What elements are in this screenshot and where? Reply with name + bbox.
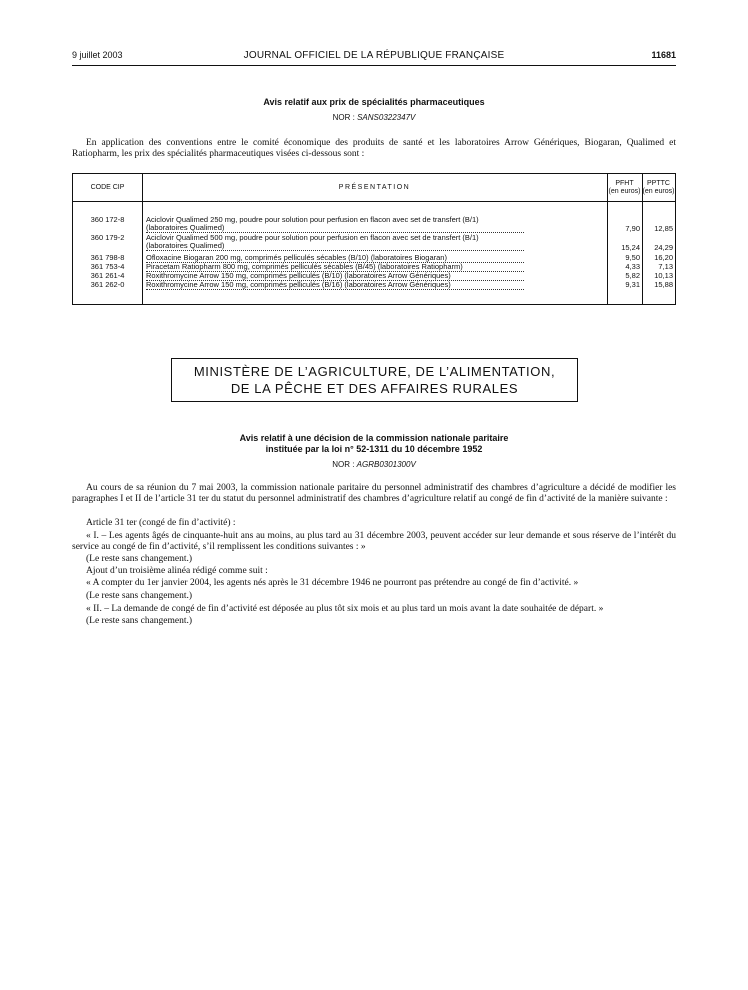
- section2-paragraph: Ajout d’un troisième alinéa rédigé comme suit :: [86, 566, 268, 576]
- ministry-line2: DE LA PÊCHE ET DES AFFAIRES RURALES: [230, 381, 519, 396]
- ministry-line1: MINISTÈRE DE L’AGRICULTURE, DE L’ALIMENTATION,: [193, 364, 556, 379]
- presentation-continuation: (laboratoires Qualimed): [146, 242, 524, 251]
- presentation-continuation: (laboratoires Qualimed): [146, 224, 524, 233]
- section2-note: (Le reste sans changement.): [86, 591, 193, 601]
- table-cell-code: 360 172-8: [90, 215, 125, 224]
- nor-label: NOR :: [332, 460, 357, 469]
- journal-title: JOURNAL OFFICIEL DE LA RÉPUBLIQUE FRANÇAISE: [243, 50, 505, 61]
- table-cell-presentation: Aciclovir Qualimed 500 mg, poudre pour solution pour perfusion en flacon avec set de transfert (B/1): [146, 234, 479, 242]
- table-cell-presentation: [146, 254, 526, 263]
- presentation-text: Ofloxacine Biogaran 200 mg, comprimés pelliculés sécables (B/10) (laboratoires Biogaran): [146, 254, 524, 263]
- section2-article: Article 31 ter (congé de fin d’activité) :: [86, 518, 236, 528]
- table-cell-ppttc: 12,85: [654, 224, 673, 233]
- table-cell-code: 361 753-4: [90, 262, 125, 271]
- nor-code: SANS0322347V: [357, 113, 416, 122]
- table-cell-ppttc: 24,29: [654, 243, 673, 252]
- section2-paragraph: « I. – Les agents âgés de cinquante-huit ans au moins, au plus tard au 31 décembre 2003, peuvent accéder sur leur demande et sous réserve de l’intérêt du service au congé de fin d’activité, s’il remplissent les conditions suivantes : »: [72, 531, 676, 552]
- price-table: [72, 173, 676, 305]
- section1-intro: En application des conventions entre le comité économique des produits de santé et les laboratoires Arrow Génériques, Biogaran, Qualimed et Ratiopharm, les prix des spécialités pharmaceutiques visées ci-dessous sont :: [72, 138, 676, 159]
- table-cell-code: 361 261-4: [90, 271, 125, 280]
- section2-nor: [72, 460, 676, 469]
- table-cell-pfht: 7,90: [625, 224, 640, 233]
- table-cell-ppttc: 10,13: [654, 271, 673, 280]
- header-pfht-unit: (en euros): [608, 187, 641, 195]
- table-cell-pfht: 9,50: [625, 253, 640, 262]
- table-cell-pfht: 4,33: [625, 262, 640, 271]
- table-cell-code: 360 179-2: [90, 233, 125, 242]
- table-cell-presentation: [146, 281, 526, 290]
- table-cell-presentation: [146, 272, 526, 281]
- page-header: [72, 50, 676, 64]
- table-cell-presentation: [146, 263, 526, 272]
- nor-label: NOR :: [332, 113, 358, 122]
- table-cell-ppttc: 15,88: [654, 280, 673, 289]
- header-pfht-label: PFHT: [615, 179, 634, 187]
- table-cell-ppttc: 16,20: [654, 253, 673, 262]
- table-cell-pfht: 15,24: [621, 243, 640, 252]
- section2-title-line1: Avis relatif à une décision de la commission nationale paritaire: [239, 433, 509, 443]
- header-ppttc-label: PPTTC: [647, 179, 670, 187]
- section2-note: (Le reste sans changement.): [86, 554, 193, 564]
- table-cell-code: 361 798-8: [90, 253, 125, 262]
- header-rule: [72, 65, 676, 66]
- section1-nor: [72, 113, 676, 122]
- section2-title: [72, 433, 676, 455]
- header-ppttc-unit: (en euros): [642, 187, 675, 195]
- section2-paragraph: « A compter du 1er janvier 2004, les agents nés après le 31 décembre 1946 ne pourront pas prétendre au congé de fin d’activité. »: [86, 578, 579, 588]
- table-cell-presentation-cont: [146, 224, 526, 233]
- presentation-text: Roxithromycine Arrow 150 mg, comprimés pelliculés (B/16) (laboratoires Arrow Génériques): [146, 281, 524, 290]
- header-presentation: PRÉSENTATION: [338, 183, 411, 191]
- table-cell-pfht: 5,82: [625, 271, 640, 280]
- header-pfht: [607, 174, 642, 201]
- presentation-text: Roxithromycine Arrow 150 mg, comprimés pelliculés (B/10) (laboratoires Arrow Génériques): [146, 272, 524, 281]
- section2-paragraph: « II. – La demande de congé de fin d’activité est déposée au plus tôt six mois et au plus tard un mois avant la date souhaitée de départ. »: [86, 604, 604, 614]
- header-code-cip: CODE CIP: [90, 183, 125, 191]
- section2-title-line2: instituée par la loi n° 52-1311 du 10 décembre 1952: [265, 444, 483, 454]
- table-cell-presentation-cont: [146, 242, 526, 251]
- table-cell-presentation: Aciclovir Qualimed 250 mg, poudre pour solution pour perfusion en flacon avec set de transfert (B/1): [146, 216, 479, 224]
- publication-date: 9 juillet 2003: [72, 50, 123, 60]
- nor-code: AGRB0301300V: [356, 460, 416, 469]
- section1-title: Avis relatif aux prix de spécialités pharmaceutiques: [263, 97, 485, 107]
- header-ppttc: [642, 174, 675, 201]
- section2-paragraph: Au cours de sa réunion du 7 mai 2003, la commission nationale paritaire du personnel administratif des chambres d’agriculture a décidé de modifier les paragraphes I et II de l’article 31 ter du statut du personnel administratif des chambres d’agriculture relatif au congé de fin d’activité de la manière suivante :: [72, 483, 676, 504]
- section2-note: (Le reste sans changement.): [86, 616, 193, 626]
- table-cell-code: 361 262-0: [90, 280, 125, 289]
- presentation-text: Piracetam Ratiopharm 800 mg, comprimés pelliculés sécables (B/45) (laboratoires Ratiopharm): [146, 263, 524, 272]
- ministry-heading-box: [171, 358, 578, 402]
- page-number: 11681: [651, 50, 676, 60]
- table-cell-pfht: 9,31: [625, 280, 640, 289]
- table-header-rule: [73, 201, 675, 202]
- table-cell-ppttc: 7,13: [658, 262, 673, 271]
